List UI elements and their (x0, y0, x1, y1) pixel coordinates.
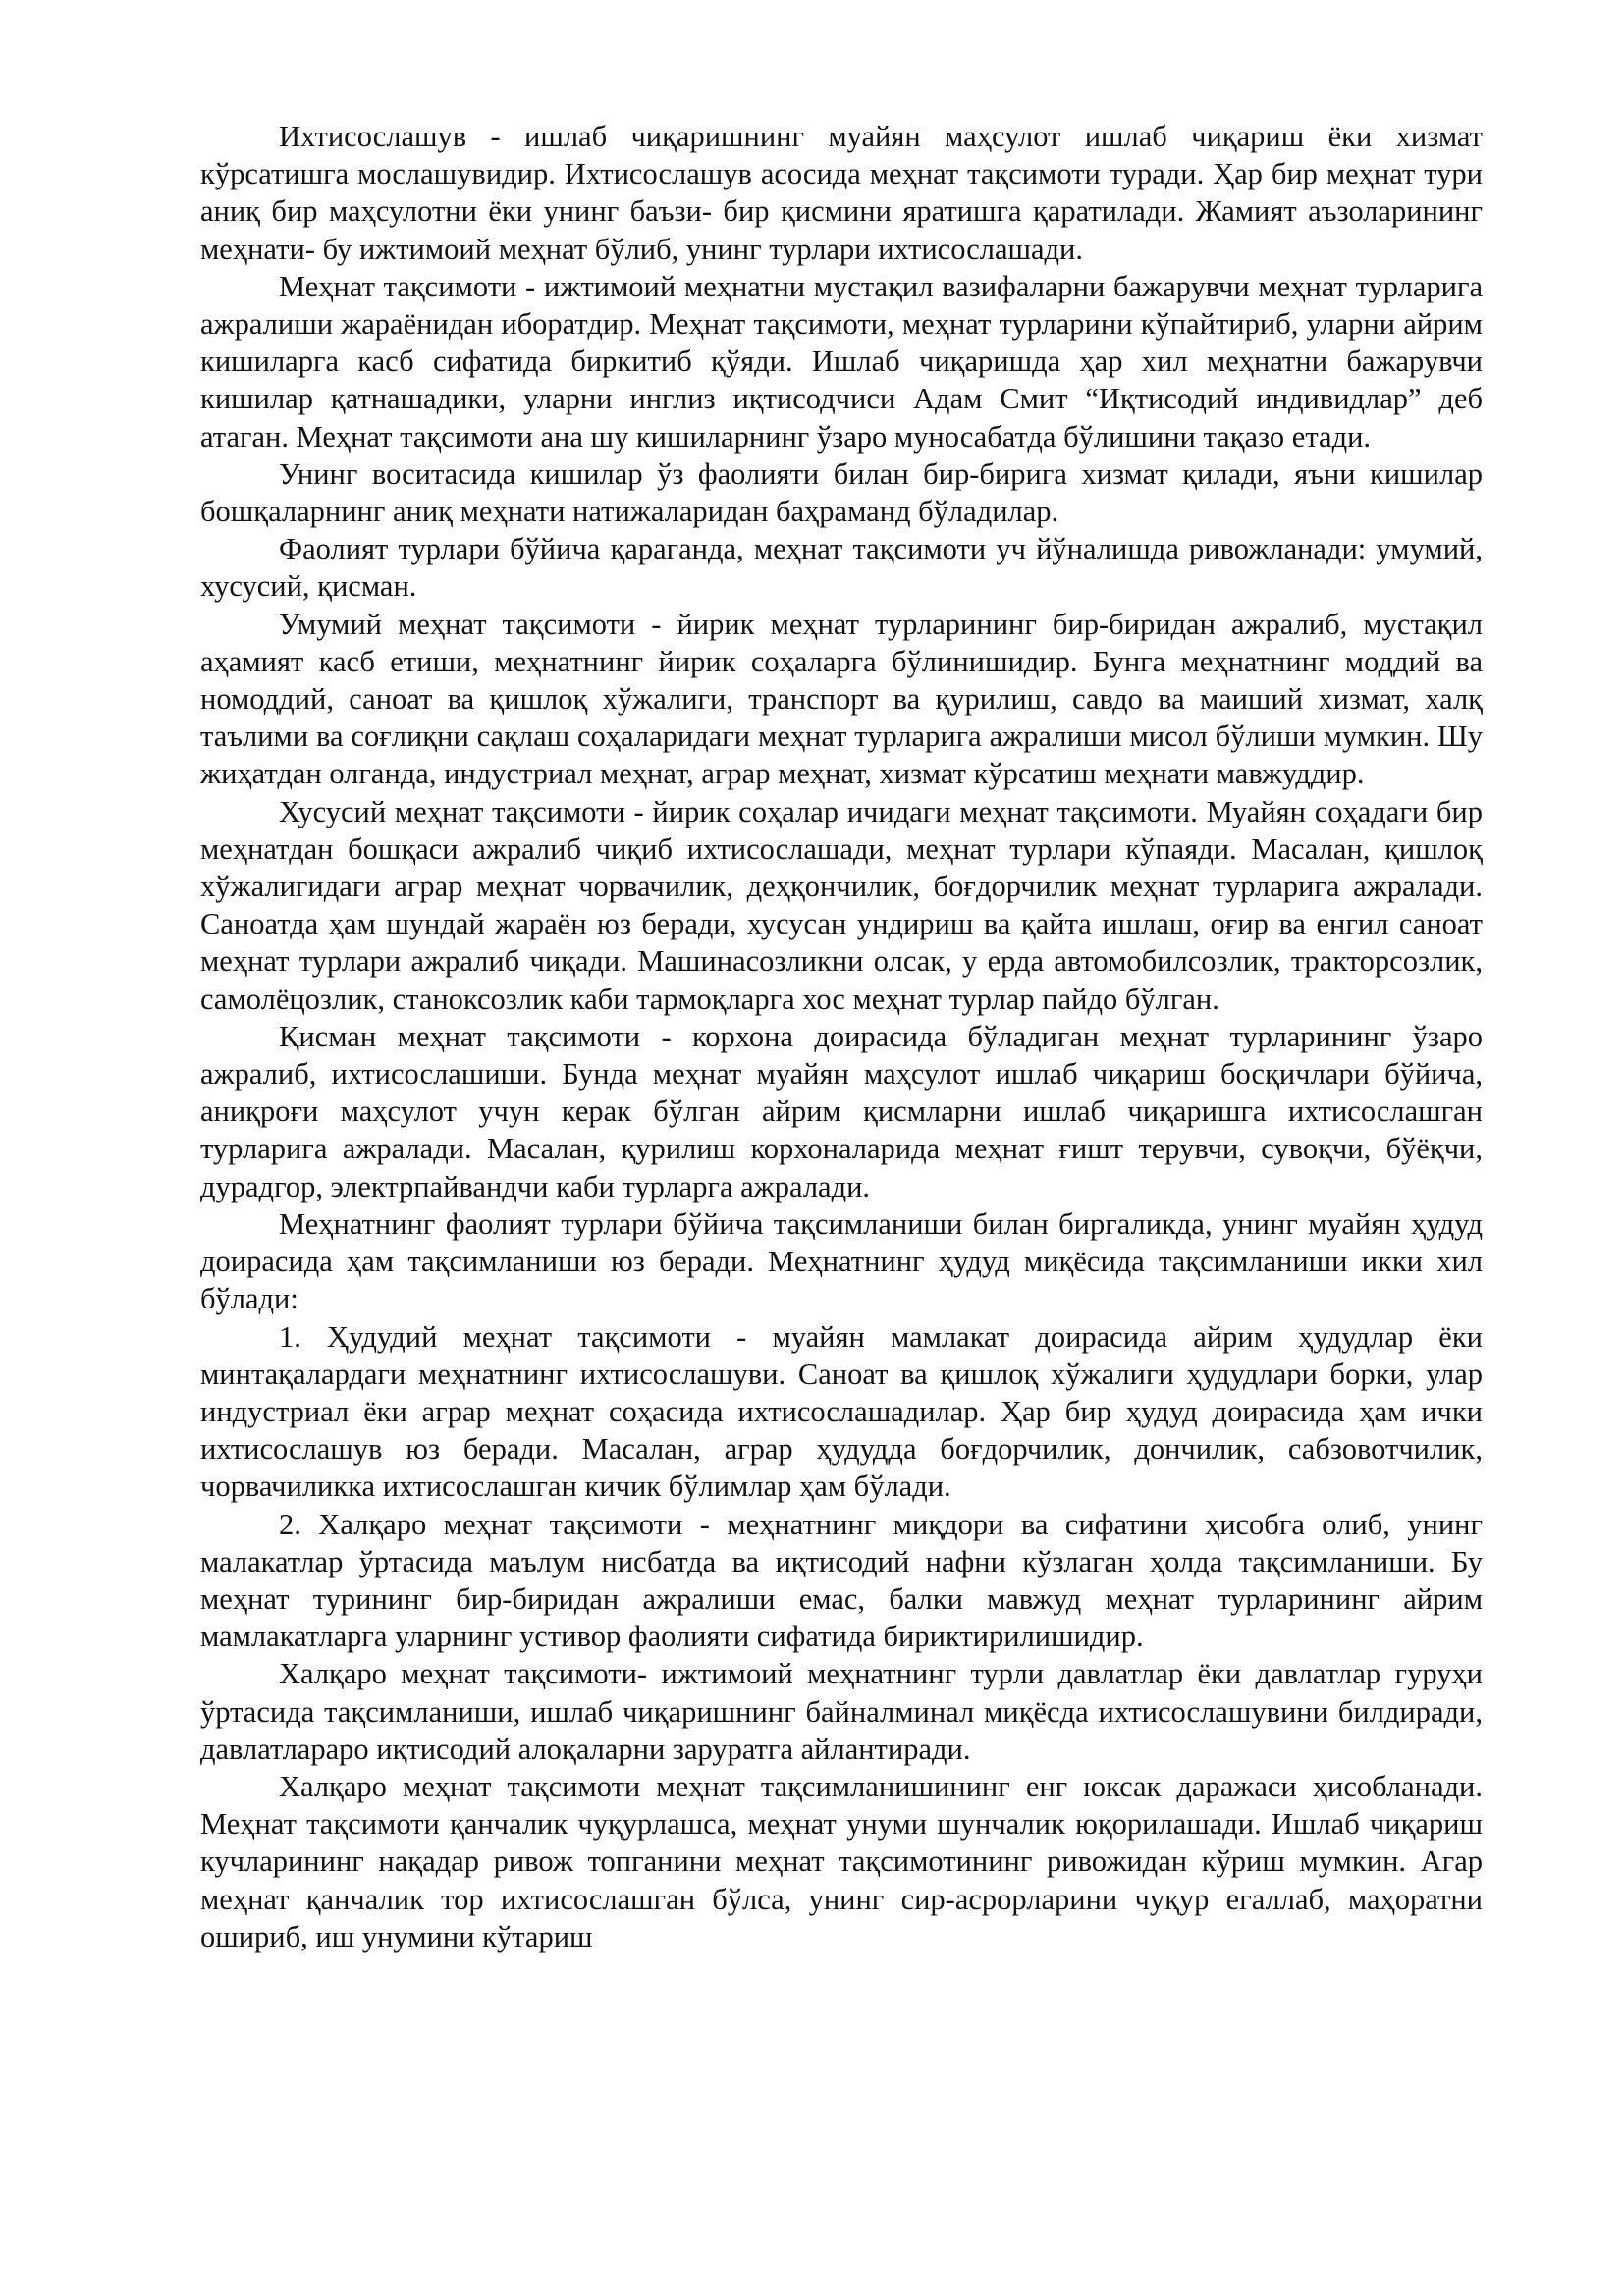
paragraph-highest-level: Халқаро меҳнат тақсимоти меҳнат тақсимланишининг енг юксак даражаси ҳисобланади. Меҳнат тақсимоти қанчалик чуқурлашса, меҳнат унуми шунчалик юқорилашади. Ишлаб чиқариш кучларининг нақадар ривож топганини меҳнат тақсимотининг ривожидан кўриш мумкин. Агар меҳнат қанчалик тор ихтисослашган бўлса, унинг сир-асрорларини чуқур егаллаб, маҳоратни ошириб, иш унумини кўтариш (200, 1769, 1483, 1953)
paragraph-private-division: Хусусий меҳнат тақсимоти - йирик соҳалар ичидаги меҳнат тақсимоти. Муайян соҳадаги бир меҳнатдан бошқаси ажралиб чиқиб ихтисослашади, меҳнат турлари кўпаяди. Масалан, қишлоқ хўжалигидаги аграр меҳнат чорвачилик, деҳқончилик, боғдорчилик меҳнат турларига ажралади. Саноатда ҳам шундай жараён юз беради, хусусан ундириш ва қайта ишлаш, оғир ва енгил саноат меҳнат турлари ажралиб чиқади. Машинасозликни олсак, у ерда автомобилсозлик, тракторсозлик, самолёцозлик, станоксозлик каби тармоқларга хос меҳнат турлар пайдо бўлган. (200, 794, 1483, 1016)
paragraph-general-division: Умумий меҳнат тақсимоти - йирик меҳнат турларининг бир-биридан ажралиб, мустақил аҳамият касб етиши, меҳнатнинг йирик соҳаларга бўлинишидир. Бунга меҳнатнинг моддий ва номоддий, саноат ва қишлоқ хўжалиги, транспорт ва қурилиш, савдо ва маиший хизмат, халқ таълими ва соғлиқни сақлаш соҳаларидаги меҳнат турларига ажралиши мисол бўлиши мумкин. Шу жиҳатдан олганда, индустриал меҳнат, аграр меҳнат, хизмат кўрсатиш меҳнати мавжуддир. (200, 607, 1483, 791)
paragraph-three-directions: Фаолият турлари бўйича қараганда, меҳнат тақсимоти уч йўналишда ривожланади: умумий, хусусий, қисман. (200, 532, 1483, 604)
paragraph-mutual-service: Унинг воситасида кишилар ўз фаолияти билан бир-бирига хизмат қилади, яъни кишилар бошқаларнинг аниқ меҳнати натижаларидан баҳраманд бўладилар. (200, 456, 1483, 529)
document-page (200, 118, 1483, 1955)
paragraph-partial-division: Қисман меҳнат тақсимоти - корхона доирасида бўладиган меҳнат турларининг ўзаро ажралиб, ихтисослашиши. Бунда меҳнат муайян маҳсулот ишлаб чиқариш босқичлари бўйича, аниқроғи маҳсулот учун керак бўлган айрим қисмларни ишлаб чиқаришга ихтисослашган турларига ажралади. Масалан, қурилиш корхоналарида меҳнат ғишт терувчи, сувоқчи, бўёқчи, дурадгор, электрпайвандчи каби турларга ажралади. (200, 1019, 1483, 1203)
paragraph-territorial-intro: Меҳнатнинг фаолият турлари бўйича тақсимланиши билан биргаликда, унинг муайян ҳудуд доирасида ҳам тақсимланиши юз беради. Меҳнатнинг ҳудуд миқёсида тақсимланиши икки хил бўлади: (200, 1206, 1483, 1316)
paragraph-regional-division: 1. Ҳудудий меҳнат тақсимоти - муайян мамлакат доирасида айрим ҳудудлар ёки минтақалардаги меҳнатнинг ихтисослашуви. Саноат ва қишлоқ хўжалиги ҳудудлари борки, улар индустриал ёки аграр меҳнат соҳасида ихтисослашадилар. Ҳар бир ҳудуд доирасида ҳам ички ихтисослашув юз беради. Масалан, аграр ҳудудда боғдорчилик, дончилик, сабзовотчилик, чорвачиликка ихтисослашган кичик бўлимлар ҳам бўлади. (200, 1319, 1483, 1504)
paragraph-specialization: Ихтисослашув - ишлаб чиқаришнинг муайян маҳсулот ишлаб чиқариш ёки хизмат кўрсатишга мослашувидир. Ихтисослашув асосида меҳнат тақсимоти туради. Ҳар бир меҳнат тури аниқ бир маҳсулотни ёки унинг баъзи- бир қисмини яратишга қаратилади. Жамият аъзоларининг меҳнати- бу ижтимоий меҳнат бўлиб, унинг турлари ихтисослашади. (200, 120, 1483, 266)
paragraph-division-of-labor: Меҳнат тақсимоти - ижтимоий меҳнатни мустақил вазифаларни бажарувчи меҳнат турларига ажралиши жараёнидан иборатдир. Меҳнат тақсимоти, меҳнат турларини кўпайтириб, уларни айрим кишиларга касб сифатида биркитиб қўяди. Ишлаб чиқаришда ҳар хил меҳнатни бажарувчи кишилар қатнашадики, уларни инглиз иқтисодчиси Адам Смит “Иқтисодий индивидлар” деб атаган. Меҳнат тақсимоти ана шу кишиларнинг ўзаро муносабатда бўлишини тақазо етади. (200, 269, 1483, 454)
paragraph-international-definition: Халқаро меҳнат тақсимоти- ижтимоий меҳнатнинг турли давлатлар ёки давлатлар гуруҳи ўртасида тақсимланиши, ишлаб чиқаришнинг байналминал миқёсда ихтисослашувини билдиради, давлатлараро иқтисодий алоқаларни заруратга айлантиради. (200, 1657, 1483, 1766)
paragraph-international-division: 2. Халқаро меҳнат тақсимоти - меҳнатнинг миқдори ва сифатини ҳисобга олиб, унинг малакатлар ўртасида маълум нисбатда ва иқтисодий нафни кўзлаган ҳолда тақсимланиши. Бу меҳнат турининг бир-биридан ажралиши емас, балки мавжуд меҳнат турларининг айрим мамлакатларга уларнинг устивор фаолияти сифатида бириктирилишидир. (200, 1507, 1483, 1654)
